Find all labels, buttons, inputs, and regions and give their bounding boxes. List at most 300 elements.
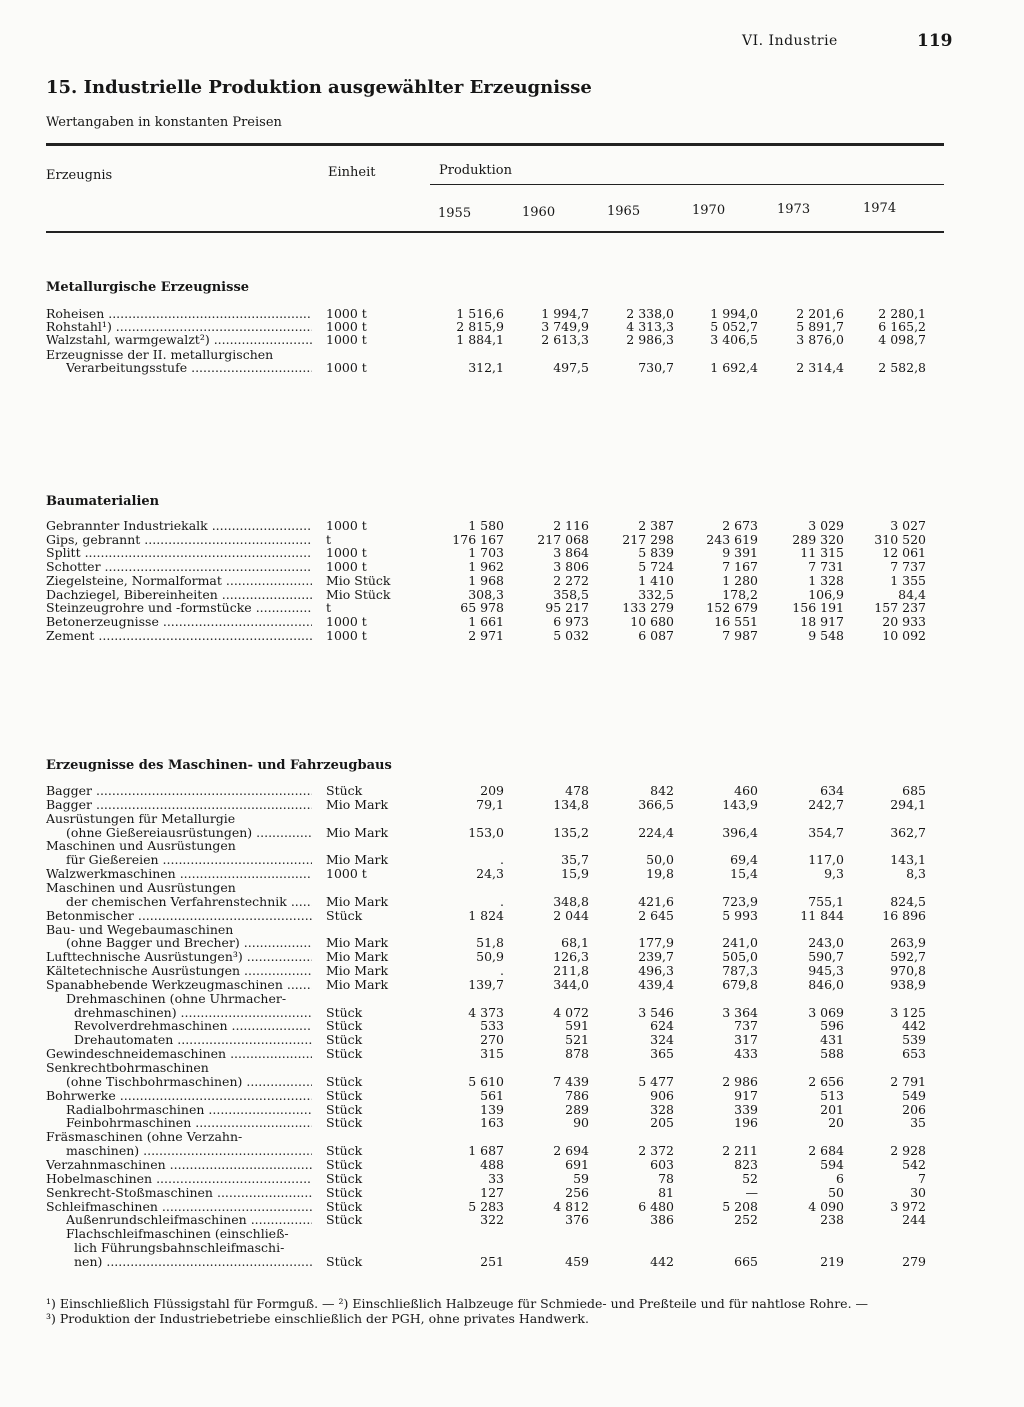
year-header: 1960 — [522, 205, 556, 220]
value-cell: 252 — [734, 1212, 758, 1228]
table-row — [46, 812, 956, 826]
row-unit: 1000 t — [326, 518, 367, 533]
value-cell: 33 — [488, 1170, 504, 1186]
value-cell: 7 737 — [890, 559, 926, 575]
value-cell: 442 — [902, 1018, 926, 1034]
value-cell: 348,8 — [553, 893, 589, 909]
value-cell: 824,5 — [890, 893, 926, 909]
row-label: Außenrundschleifmaschinen ..... — [66, 1213, 312, 1227]
section-title: Erzeugnisse des Maschinen- und Fahrzeugbaus — [46, 758, 392, 773]
value-cell: 4 090 — [808, 1198, 844, 1214]
value-cell: 79,1 — [476, 796, 504, 812]
value-cell: 217 068 — [537, 531, 589, 547]
value-cell: 505,0 — [722, 949, 758, 965]
value-cell: 68,1 — [561, 935, 589, 951]
value-cell: 156 191 — [792, 600, 844, 616]
value-cell: 339 — [734, 1101, 758, 1117]
table-row — [46, 1227, 956, 1241]
value-cell: 133 279 — [622, 600, 674, 616]
value-cell: 594 — [820, 1156, 844, 1172]
value-cell: 177,9 — [638, 935, 674, 951]
value-cell: 20 — [828, 1115, 844, 1131]
row-unit: Stück — [326, 907, 363, 923]
value-cell: 209 — [480, 783, 504, 798]
value-cell: 2 211 — [722, 1143, 758, 1159]
value-cell: 289 — [565, 1101, 589, 1117]
value-cell: 592,7 — [890, 949, 926, 965]
value-cell: 8,3 — [906, 866, 926, 882]
footnote: ¹) Einschließlich Flüssigstahl für Formguß. — ²) Einschließlich Halbzeuge für Schmiede- und Preßteile und für nahtlose Rohre. — — [46, 1296, 869, 1311]
value-cell: 533 — [480, 1018, 504, 1034]
row-unit: Stück — [326, 1018, 363, 1034]
table-row — [46, 1172, 956, 1186]
value-cell: 906 — [650, 1087, 674, 1103]
table-row — [46, 1075, 956, 1089]
value-cell: 69,4 — [730, 852, 758, 868]
row-unit: Stück — [326, 1073, 363, 1089]
row-label: maschinen) ..... — [66, 1144, 312, 1158]
value-cell: 358,5 — [553, 586, 589, 602]
value-cell: 1 355 — [890, 572, 926, 588]
value-cell: 5 610 — [468, 1073, 504, 1089]
row-label: Dachziegel, Bibereinheiten ..... — [46, 588, 312, 602]
value-cell: 178,2 — [722, 586, 758, 602]
row-unit: 1000 t — [326, 559, 367, 575]
value-cell: 51,8 — [476, 935, 504, 951]
value-cell: 2 044 — [553, 907, 589, 923]
row-unit: Mio Mark — [326, 935, 389, 951]
value-cell: 211,8 — [553, 963, 589, 979]
value-cell: 2 928 — [890, 1143, 926, 1159]
value-cell: 1 884,1 — [456, 332, 504, 347]
table-row — [46, 615, 956, 629]
table-row — [46, 881, 956, 895]
value-cell: 5 208 — [722, 1198, 758, 1214]
value-cell: 243,0 — [808, 935, 844, 951]
row-unit: Mio Stück — [326, 572, 391, 588]
table-title: 15. Industrielle Produktion ausgewählter Erzeugnisse — [46, 77, 592, 98]
value-cell: 396,4 — [722, 824, 758, 840]
value-cell: 152 679 — [706, 600, 758, 616]
value-cell: 3 364 — [722, 1004, 758, 1020]
table-row — [46, 978, 956, 992]
value-cell: 81 — [658, 1184, 674, 1200]
row-label: drehmaschinen) ..... — [74, 1006, 312, 1020]
value-cell: 11 844 — [800, 907, 844, 923]
row-label: Revolverdrehmaschinen ..... — [74, 1019, 312, 1033]
value-cell: 7 987 — [722, 627, 758, 643]
row-label: (ohne Gießereiausrüstungen) ..... — [66, 826, 312, 840]
value-cell: 2 314,4 — [796, 360, 844, 375]
value-cell: 2 387 — [638, 518, 674, 533]
row-unit: t — [326, 531, 332, 547]
value-cell: 4 098,7 — [878, 332, 926, 347]
row-label: Flachschleifmaschinen (einschließ- — [66, 1227, 289, 1242]
value-cell: 6 165,2 — [878, 319, 926, 334]
row-label: Bagger ..... — [46, 784, 312, 798]
value-cell: 549 — [902, 1087, 926, 1103]
value-cell: 366,5 — [638, 796, 674, 812]
row-unit: 1000 t — [326, 360, 367, 375]
row-unit: 1000 t — [326, 545, 367, 561]
value-cell: 497,5 — [553, 360, 589, 375]
production-rule — [430, 184, 944, 185]
row-label: Maschinen und Ausrüstungen — [46, 880, 236, 895]
value-cell: 6 480 — [638, 1198, 674, 1214]
row-unit: 1000 t — [326, 866, 367, 882]
value-cell: 1 516,6 — [456, 306, 504, 321]
row-label: der chemischen Verfahrenstechnik ..... — [66, 895, 312, 909]
value-cell: 201 — [820, 1101, 844, 1117]
value-cell: 5 283 — [468, 1198, 504, 1214]
value-cell: 459 — [565, 1253, 589, 1269]
page-number: 119 — [917, 31, 953, 51]
row-unit: Stück — [326, 1170, 363, 1186]
value-cell: 328 — [650, 1101, 674, 1117]
value-cell: 279 — [902, 1253, 926, 1269]
value-cell: 143,1 — [890, 852, 926, 868]
year-header: 1965 — [607, 204, 641, 219]
value-cell: 35 — [910, 1115, 926, 1131]
year-header: 1973 — [777, 202, 811, 217]
value-cell: 3 864 — [553, 545, 589, 561]
value-cell: 365 — [650, 1046, 674, 1062]
value-cell: 5 724 — [638, 559, 674, 575]
value-cell: 84,4 — [898, 586, 926, 602]
row-label: Zement ..... — [46, 629, 312, 643]
value-cell: 9,3 — [824, 866, 844, 882]
row-unit: Mio Stück — [326, 586, 391, 602]
value-cell: 7 167 — [722, 559, 758, 575]
value-cell: 176 167 — [452, 531, 504, 547]
table-row — [46, 361, 956, 375]
table-row — [46, 964, 956, 978]
row-unit: Stück — [326, 1156, 363, 1172]
footnote: ³) Produktion der Industriebetriebe einschließlich der PGH, ohne privates Handwerk. — [46, 1311, 589, 1326]
table-row — [46, 560, 956, 574]
row-unit: Mio Mark — [326, 976, 389, 992]
row-label: Schotter ..... — [46, 560, 312, 574]
row-label: Spanabhebende Werkzeugmaschinen ..... — [46, 978, 312, 992]
value-cell: 513 — [820, 1087, 844, 1103]
value-cell: 433 — [734, 1046, 758, 1062]
row-label: nen) ..... — [74, 1255, 312, 1269]
value-cell: 4 373 — [468, 1004, 504, 1020]
row-label: Lufttechnische Ausrüstungen³) ..... — [46, 950, 312, 964]
value-cell: 2 201,6 — [796, 306, 844, 321]
value-cell: 1 968 — [468, 572, 504, 588]
value-cell: 243 619 — [706, 531, 758, 547]
value-cell: 294,1 — [890, 796, 926, 812]
value-cell: 3 029 — [808, 518, 844, 533]
value-cell: 217 298 — [622, 531, 674, 547]
row-unit: 1000 t — [326, 319, 367, 334]
value-cell: 251 — [480, 1253, 504, 1269]
value-cell: 460 — [734, 783, 758, 798]
table-row — [46, 1047, 956, 1061]
value-cell: 11 315 — [800, 545, 844, 561]
value-cell: 1 692,4 — [710, 360, 758, 375]
value-cell: 52 — [742, 1170, 758, 1186]
value-cell: 2 613,3 — [541, 332, 589, 347]
value-cell: 9 548 — [808, 627, 844, 643]
row-label: Kältetechnische Ausrüstungen ..... — [46, 964, 312, 978]
value-cell: 10 092 — [882, 627, 926, 643]
value-cell: 143,9 — [722, 796, 758, 812]
table-row — [46, 1144, 956, 1158]
value-cell: 354,7 — [808, 824, 844, 840]
value-cell: 3 069 — [808, 1004, 844, 1020]
value-cell: 196 — [734, 1115, 758, 1131]
value-cell: 421,6 — [638, 893, 674, 909]
value-cell: 723,9 — [722, 893, 758, 909]
value-cell: 117,0 — [808, 852, 844, 868]
value-cell: 310 520 — [874, 531, 926, 547]
value-cell: 2 791 — [890, 1073, 926, 1089]
value-cell: 6 — [836, 1170, 844, 1186]
table-row — [46, 784, 956, 798]
row-unit: Stück — [326, 1004, 363, 1020]
row-unit: Stück — [326, 1212, 363, 1228]
row-label: (ohne Tischbohrmaschinen) ..... — [66, 1075, 312, 1089]
value-cell: 24,3 — [476, 866, 504, 882]
value-cell: 16 551 — [714, 613, 758, 629]
value-cell: 4 313,3 — [626, 319, 674, 334]
table-row — [46, 1089, 956, 1103]
row-label: Bohrwerke ..... — [46, 1089, 312, 1103]
value-cell: 938,9 — [890, 976, 926, 992]
value-cell: 19,8 — [646, 866, 674, 882]
row-unit: Mio Mark — [326, 963, 389, 979]
value-cell: 653 — [902, 1046, 926, 1062]
value-cell: 1 962 — [468, 559, 504, 575]
value-cell: 787,3 — [722, 963, 758, 979]
value-cell: 7 — [918, 1170, 926, 1186]
value-cell: 2 673 — [722, 518, 758, 533]
row-unit: 1000 t — [326, 332, 367, 347]
value-cell: — — [745, 1184, 758, 1200]
table-row — [46, 895, 956, 909]
value-cell: 315 — [480, 1046, 504, 1062]
value-cell: 50,0 — [646, 852, 674, 868]
value-cell: 1 994,7 — [541, 306, 589, 321]
table-row — [46, 1186, 956, 1200]
value-cell: 542 — [902, 1156, 926, 1172]
value-cell: 2 986 — [722, 1073, 758, 1089]
table-row — [46, 333, 956, 347]
row-label: Gebrannter Industriekalk ..... — [46, 519, 312, 533]
value-cell: 634 — [820, 783, 844, 798]
value-cell: 1 687 — [468, 1143, 504, 1159]
row-unit: Stück — [326, 1253, 363, 1269]
row-label: Drehmaschinen (ohne Uhrmacher- — [66, 991, 287, 1006]
value-cell: 5 052,7 — [710, 319, 758, 334]
value-cell: 2 338,0 — [626, 306, 674, 321]
value-cell: 6 087 — [638, 627, 674, 643]
table-row — [46, 629, 956, 643]
value-cell: 561 — [480, 1087, 504, 1103]
value-cell: 5 993 — [722, 907, 758, 923]
value-cell: 238 — [820, 1212, 844, 1228]
value-cell: 1 703 — [468, 545, 504, 561]
value-cell: 289 320 — [792, 531, 844, 547]
row-unit: Stück — [326, 1198, 363, 1214]
value-cell: 16 896 — [882, 907, 926, 923]
value-cell: 624 — [650, 1018, 674, 1034]
row-label: Erzeugnisse der II. metallurgischen — [46, 348, 274, 362]
value-cell: 3 749,9 — [541, 319, 589, 334]
value-cell: 242,7 — [808, 796, 844, 812]
row-unit: t — [326, 600, 332, 616]
value-cell: 1 661 — [468, 613, 504, 629]
value-cell: 786 — [565, 1087, 589, 1103]
value-cell: 603 — [650, 1156, 674, 1172]
table-row — [46, 1241, 956, 1255]
row-label: Hobelmaschinen ..... — [46, 1172, 312, 1186]
value-cell: 478 — [565, 783, 589, 798]
row-label: Ziegelsteine, Normalformat ..... — [46, 574, 312, 588]
table-row — [46, 1116, 956, 1130]
value-cell: 50 — [828, 1184, 844, 1200]
row-unit: Stück — [326, 1101, 363, 1117]
value-cell: 135,2 — [553, 824, 589, 840]
value-cell: 78 — [658, 1170, 674, 1186]
value-cell: 5 032 — [553, 627, 589, 643]
value-cell: 488 — [480, 1156, 504, 1172]
value-cell: 755,1 — [808, 893, 844, 909]
value-cell: 2 986,3 — [626, 332, 674, 347]
value-cell: 59 — [573, 1170, 589, 1186]
row-label: für Gießereien ..... — [66, 853, 312, 867]
value-cell: 239,7 — [638, 949, 674, 965]
value-cell: 591 — [565, 1018, 589, 1034]
value-cell: 20 933 — [882, 613, 926, 629]
column-header-product: Erzeugnis — [46, 168, 113, 183]
value-cell: 9 391 — [722, 545, 758, 561]
value-cell: 2 815,9 — [456, 319, 504, 334]
value-cell: 730,7 — [638, 360, 674, 375]
column-header-production: Produktion — [439, 163, 512, 178]
value-cell: 431 — [820, 1032, 844, 1048]
value-cell: 153,0 — [468, 824, 504, 840]
row-unit: Mio Mark — [326, 796, 389, 812]
value-cell: 737 — [734, 1018, 758, 1034]
table-row — [46, 867, 956, 881]
value-cell: 386 — [650, 1212, 674, 1228]
value-cell: . — [500, 852, 504, 868]
value-cell: 90 — [573, 1115, 589, 1131]
row-label: Senkrechtbohrmaschinen — [46, 1061, 209, 1075]
row-label: Bau- und Wegebaumaschinen — [46, 922, 234, 937]
value-cell: 917 — [734, 1087, 758, 1103]
chapter-heading: VI. Industrie — [742, 33, 838, 49]
row-unit: Stück — [326, 1032, 363, 1048]
row-label: Maschinen und Ausrüstungen — [46, 839, 236, 854]
row-label: (ohne Bagger und Brecher) ..... — [66, 936, 312, 950]
value-cell: 322 — [480, 1212, 504, 1228]
value-cell: 878 — [565, 1046, 589, 1062]
value-cell: 521 — [565, 1032, 589, 1048]
value-cell: 2 116 — [553, 518, 589, 533]
row-label: Schleifmaschinen ..... — [46, 1200, 312, 1214]
value-cell: 2 971 — [468, 627, 504, 643]
row-label: Betonmischer ..... — [46, 909, 312, 923]
row-unit: Stück — [326, 783, 363, 798]
value-cell: 1 328 — [808, 572, 844, 588]
row-label: Steinzeugrohre und -formstücke ..... — [46, 601, 312, 615]
row-label: Drehautomaten ..... — [74, 1033, 312, 1047]
value-cell: 2 280,1 — [878, 306, 926, 321]
row-label: Bagger ..... — [46, 798, 312, 812]
row-unit: Stück — [326, 1046, 363, 1062]
value-cell: 35,7 — [561, 852, 589, 868]
value-cell: 1 994,0 — [710, 306, 758, 321]
value-cell: 590,7 — [808, 949, 844, 965]
value-cell: 7 439 — [553, 1073, 589, 1089]
value-cell: 270 — [480, 1032, 504, 1048]
value-cell: 3 806 — [553, 559, 589, 575]
year-header: 1974 — [863, 201, 897, 216]
value-cell: 50,9 — [476, 949, 504, 965]
value-cell: 539 — [902, 1032, 926, 1048]
value-cell: 3 406,5 — [710, 332, 758, 347]
value-cell: 439,4 — [638, 976, 674, 992]
value-cell: 15,9 — [561, 866, 589, 882]
value-cell: 945,3 — [808, 963, 844, 979]
value-cell: 30 — [910, 1184, 926, 1200]
value-cell: 6 973 — [553, 613, 589, 629]
table-row — [46, 574, 956, 588]
value-cell: 2 272 — [553, 572, 589, 588]
value-cell: 324 — [650, 1032, 674, 1048]
value-cell: 65 978 — [460, 600, 504, 616]
row-unit: Stück — [326, 1184, 363, 1200]
column-header-unit: Einheit — [328, 165, 376, 180]
row-label: Roheisen ..... — [46, 307, 312, 321]
table-row — [46, 992, 956, 1006]
table-row — [46, 519, 956, 533]
value-cell: 317 — [734, 1032, 758, 1048]
row-label: Gips, gebrannt ..... — [46, 533, 312, 547]
value-cell: 362,7 — [890, 824, 926, 840]
value-cell: 139,7 — [468, 976, 504, 992]
row-label: Walzwerkmaschinen ..... — [46, 867, 312, 881]
value-cell: 4 812 — [553, 1198, 589, 1214]
value-cell: 308,3 — [468, 586, 504, 602]
row-unit: Mio Mark — [326, 949, 389, 965]
table-row — [46, 826, 956, 840]
value-cell: 95 217 — [545, 600, 589, 616]
value-cell: 219 — [820, 1253, 844, 1269]
row-unit: 1000 t — [326, 627, 367, 643]
value-cell: 205 — [650, 1115, 674, 1131]
year-header: 1955 — [438, 206, 472, 221]
value-cell: 1 280 — [722, 572, 758, 588]
value-cell: 344,0 — [553, 976, 589, 992]
row-label: Gewindeschneidemaschinen ..... — [46, 1047, 312, 1061]
row-unit: Stück — [326, 1143, 363, 1159]
value-cell: 3 546 — [638, 1004, 674, 1020]
value-cell: 665 — [734, 1253, 758, 1269]
value-cell: 846,0 — [808, 976, 844, 992]
value-cell: 18 917 — [800, 613, 844, 629]
row-label: Rohstahl¹) ..... — [46, 320, 312, 334]
value-cell: 241,0 — [722, 935, 758, 951]
row-label: Walzstahl, warmgewalzt²) ..... — [46, 333, 312, 347]
section-title: Baumaterialien — [46, 494, 160, 509]
value-cell: 12 061 — [882, 545, 926, 561]
value-cell: 679,8 — [722, 976, 758, 992]
